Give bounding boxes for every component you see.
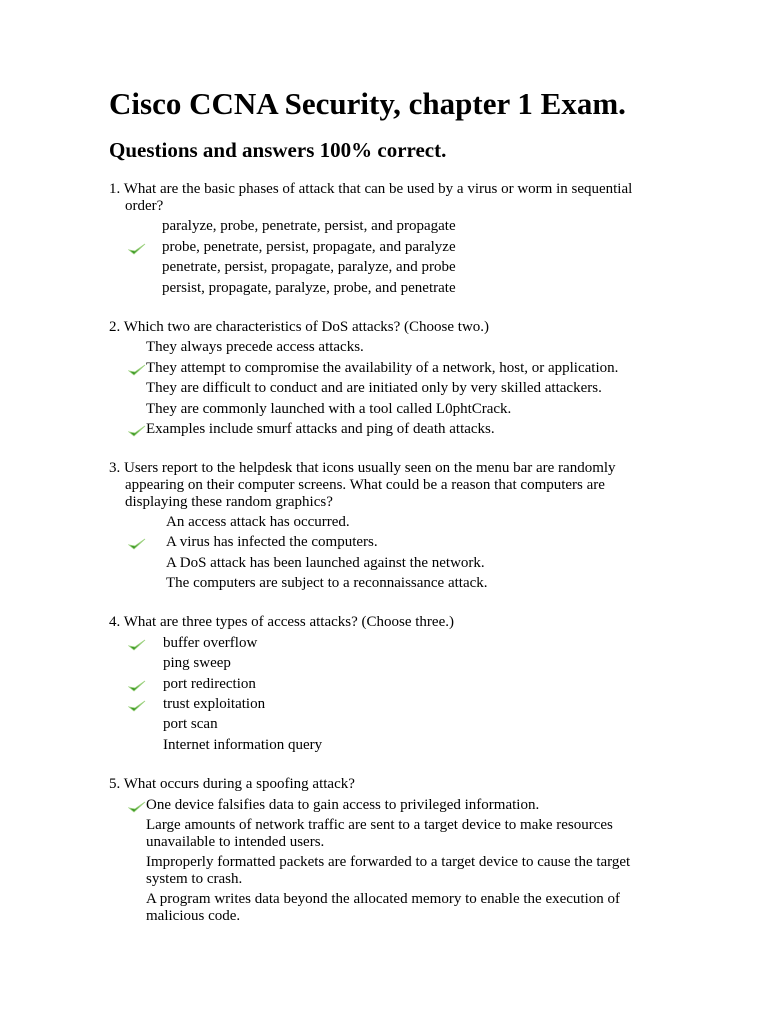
- answer-option: An access attack has occurred.: [166, 514, 350, 530]
- answer-option-correct: buffer overflow: [163, 635, 258, 651]
- answer-option-correct: They attempt to compromise the availability of a network, host, or application.: [146, 360, 619, 376]
- answer-option-correct: Examples include smurf attacks and ping of death attacks.: [146, 421, 495, 437]
- check-mark-icon: [128, 242, 146, 256]
- answer-option: paralyze, probe, penetrate, persist, and propagate: [162, 218, 456, 234]
- answer-option: Large amounts of network traffic are sent to a target device to make resources unavailable to intended users.: [146, 817, 613, 850]
- check-mark-icon: [128, 424, 146, 438]
- answer-option-correct: port redirection: [163, 676, 256, 692]
- answer-option: They are difficult to conduct and are initiated only by very skilled attackers.: [146, 380, 602, 396]
- check-mark-icon: [128, 800, 146, 814]
- answer-option-correct: A virus has infected the computers.: [166, 534, 378, 550]
- check-mark-icon: [128, 537, 146, 551]
- check-mark-icon: [128, 679, 146, 693]
- check-mark-icon: [128, 363, 146, 377]
- answer-option: ping sweep: [163, 655, 231, 671]
- question-4: [109, 614, 669, 631]
- answer-option: Improperly formatted packets are forwarded to a target device to cause the target system to crash.: [146, 854, 631, 887]
- question-text: 4. What are three types of access attacks? (Choose three.): [109, 614, 454, 630]
- answer-option: They are commonly launched with a tool called L0phtCrack.: [146, 401, 512, 417]
- answer-option: A program writes data beyond the allocated memory to enable the execution of malicious code.: [146, 891, 621, 924]
- answer-option: A DoS attack has been launched against the network.: [166, 555, 485, 571]
- answer-option-correct: probe, penetrate, persist, propagate, and paralyze: [162, 239, 456, 255]
- answer-option: The computers are subject to a reconnaissance attack.: [166, 575, 488, 591]
- answer-option: persist, propagate, paralyze, probe, and penetrate: [162, 280, 456, 296]
- question-2: [109, 319, 669, 336]
- answer-option: They always precede access attacks.: [146, 339, 364, 355]
- question-text: 5. What occurs during a spoofing attack?: [109, 776, 355, 792]
- page-subtitle: Questions and answers 100% correct.: [109, 138, 447, 162]
- answer-option: Internet information query: [163, 737, 323, 753]
- question-text: 2. Which two are characteristics of DoS attacks? (Choose two.): [109, 319, 490, 335]
- check-mark-icon: [128, 638, 146, 652]
- answer-option: port scan: [163, 716, 218, 732]
- question-5: [109, 776, 669, 793]
- answer-option-correct: One device falsifies data to gain access to privileged information.: [146, 797, 540, 813]
- question-text: 3. Users report to the helpdesk that icons usually seen on the menu bar are randomly appearing on their computer screens. What could be a reason that computers are displaying these random graphics?: [109, 460, 616, 510]
- check-mark-icon: [128, 699, 146, 713]
- question-1: [109, 181, 669, 215]
- answer-option: penetrate, persist, propagate, paralyze, and probe: [162, 259, 456, 275]
- question-3: [109, 460, 669, 511]
- answer-option-correct: trust exploitation: [163, 696, 266, 712]
- page-title: Cisco CCNA Security, chapter 1 Exam.: [109, 86, 626, 121]
- question-text: 1. What are the basic phases of attack that can be used by a virus or worm in sequential order?: [109, 181, 633, 214]
